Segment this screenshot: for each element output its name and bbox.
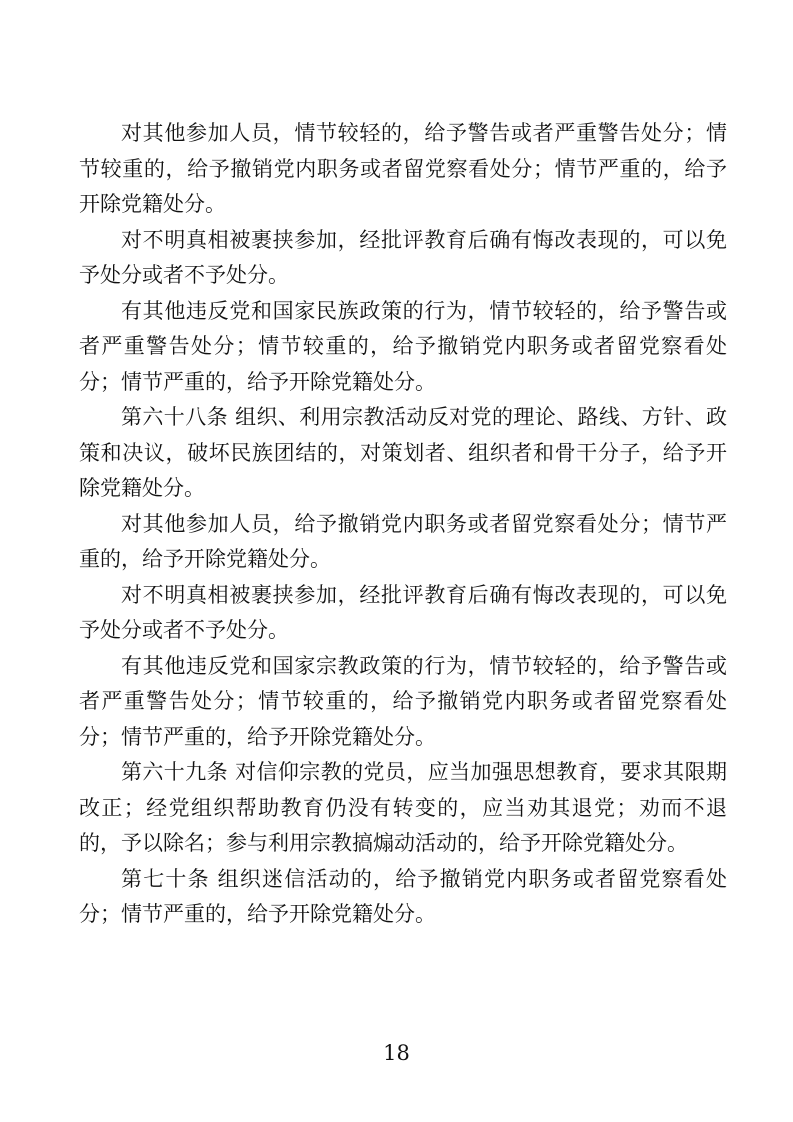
paragraph-5: 对其他参加人员，给予撤销党内职务或者留党察看处分；情节严重的，给予开除党籍处分。 — [79, 511, 727, 571]
paragraph-2: 对不明真相被裹挟参加，经批评教育后确有悔改表现的，可以免予处分或者不予处分。 — [79, 227, 727, 287]
document-body — [79, 116, 727, 933]
article-68-paragraph: 第六十八条 组织、利用宗教活动反对党的理论、路线、方针、政策和决议，破坏民族团结的，对策划者、组织者和骨干分子，给予开除党籍处分。 — [79, 405, 727, 500]
page-number: 18 — [383, 1041, 410, 1065]
paragraph-6: 对不明真相被裹挟参加，经批评教育后确有悔改表现的，可以免予处分或者不予处分。 — [79, 582, 727, 642]
paragraph-1: 对其他参加人员，情节较轻的，给予警告或者严重警告处分；情节较重的，给予撤销党内职务或者留党察看处分；情节严重的，给予开除党籍处分。 — [79, 121, 727, 216]
paragraph-7: 有其他违反党和国家宗教政策的行为，情节较轻的，给予警告或者严重警告处分；情节较重的，给予撤销党内职务或者留党察看处分；情节严重的，给予开除党籍处分。 — [79, 653, 727, 749]
article-70-paragraph: 第七十条 组织迷信活动的，给予撤销党内职务或者留党察看处分；情节严重的，给予开除党籍处分。 — [79, 866, 727, 926]
article-69-paragraph: 第六十九条 对信仰宗教的党员，应当加强思想教育，要求其限期改正；经党组织帮助教育仍没有转变的，应当劝其退党；劝而不退的，予以除名；参与利用宗教搞煽动活动的，给予开除党籍处分。 — [79, 760, 727, 855]
paragraph-3: 有其他违反党和国家民族政策的行为，情节较轻的，给予警告或者严重警告处分；情节较重的，给予撤销党内职务或者留党察看处分；情节严重的，给予开除党籍处分。 — [79, 298, 727, 394]
